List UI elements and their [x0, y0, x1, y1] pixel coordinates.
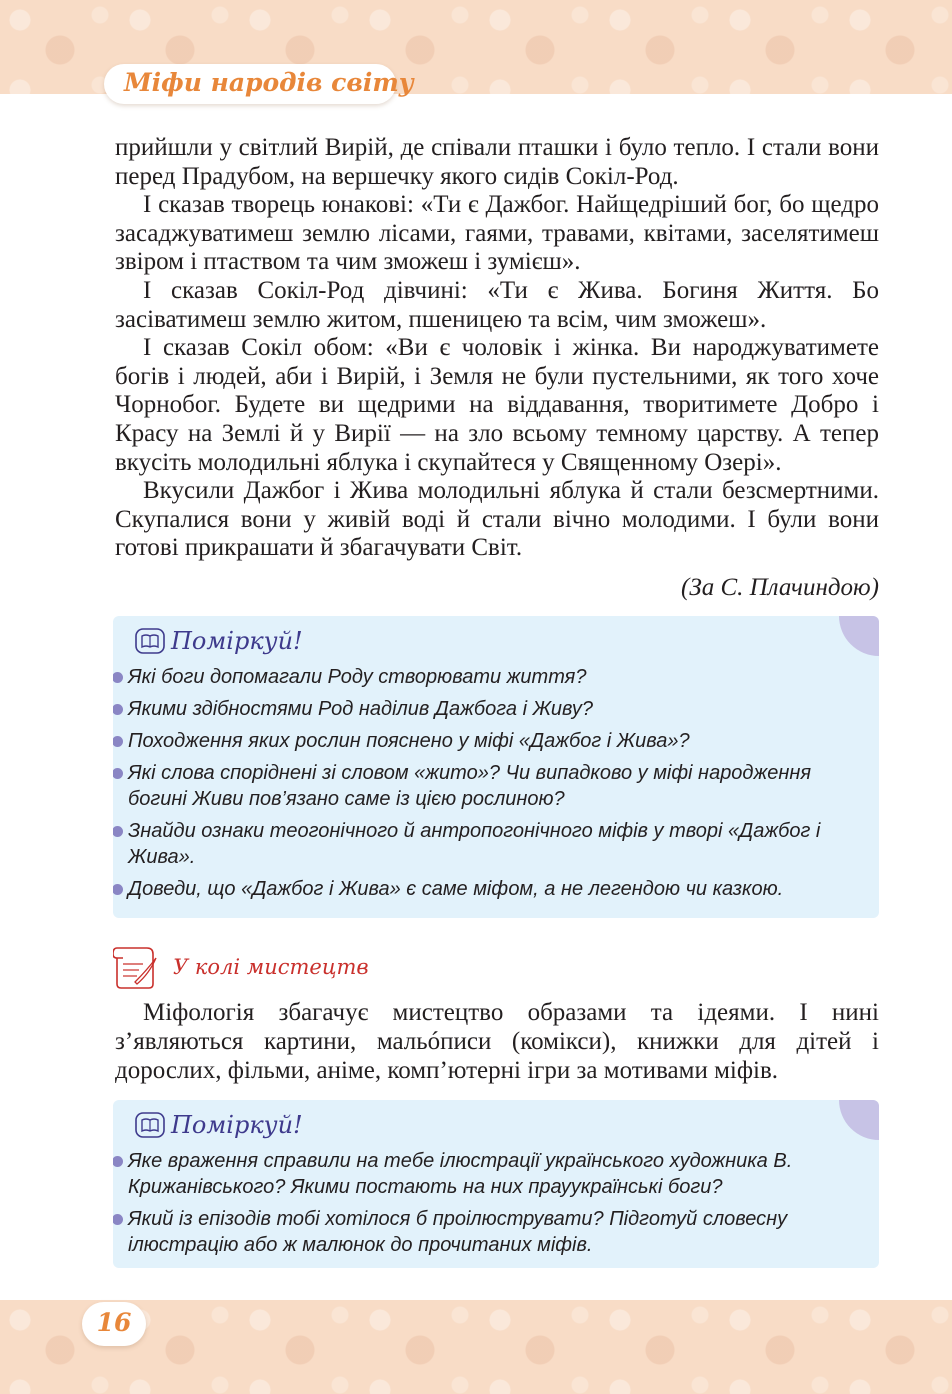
corner-decoration: [839, 1100, 879, 1140]
question-text: Походження яких рослин пояснено у міфі «Дажбог і Жива»?: [128, 730, 690, 752]
book-icon: [135, 628, 165, 654]
think-box-1: [113, 616, 879, 918]
art-section-title: У колі мистецтв: [173, 955, 369, 979]
question-item: [120, 1148, 820, 1200]
think-title: Поміркуй!: [171, 1111, 303, 1139]
question-text: Який із епізодів тобі хотілося б проілюструвати? Підготуй словесну ілюстрацію або ж малюнок до прочитаних міфів.: [128, 1208, 788, 1256]
art-section-header: [113, 942, 369, 992]
corner-decoration: [839, 616, 879, 656]
think-box-2: [113, 1100, 879, 1268]
bullet-icon: [113, 768, 123, 779]
bullet-icon: [113, 1156, 123, 1167]
page-number: 16: [96, 1308, 132, 1337]
question-item: [120, 696, 860, 722]
story-paragraph: прийшли у світлий Вирій, де співали пташки і було тепло. І стали вони перед Прадубом, на вершечку якого сидів Сокіл-Род.: [115, 134, 879, 190]
question-item: [120, 818, 848, 870]
source-attribution: (За С. Плачиндою): [681, 573, 879, 601]
question-text: Які боги допомагали Роду створювати життя?: [128, 666, 587, 688]
story-text: [115, 134, 879, 603]
bullet-icon: [113, 672, 123, 683]
bullet-icon: [113, 884, 123, 895]
bullet-icon: [113, 826, 123, 837]
question-text: Які слова споріднені зі словом «жито»? Чи випадково у міфі народження богині Живи пов’язано саме із цією рослиною?: [128, 762, 812, 810]
question-item: [120, 876, 860, 902]
think-title: Поміркуй!: [171, 627, 303, 655]
think-header: [135, 626, 303, 656]
think-header: [135, 1110, 303, 1140]
scroll-quill-icon: [113, 944, 157, 990]
question-item: [120, 728, 860, 754]
section-title: Міфи народів світу: [124, 68, 414, 97]
question-item: [120, 664, 860, 690]
story-paragraph: І сказав творець юнакові: «Ти є Дажбог. Найщедріший бог, бо щедро засаджуватимеш землю лісами, гаями, травами, квітами, заселятимеш звіром і птаством та чим зможеш і зумієш».: [115, 191, 879, 276]
story-paragraph: Вкусили Дажбог і Жива молодильні яблука й стали безсмертними. Скупалися вони у живій воді й стали вічно молодими. І були вони готові прикрашати й збагачувати Світ.: [115, 477, 879, 562]
bullet-icon: [113, 1214, 123, 1225]
art-section-text: Міфологія збагачує мистецтво образами та ідеями. І нині з’являються картини, мальóписи (комікси), книжки для дітей і дорослих, фільми, аніме, комп’ютерні ігри за мотивами міфів.: [115, 999, 879, 1084]
header-label: [104, 64, 414, 104]
bullet-icon: [113, 736, 123, 747]
bullet-icon: [113, 704, 123, 715]
page-number-badge: [82, 1302, 146, 1346]
story-paragraph: І сказав Сокіл-Род дівчині: «Ти є Жива. Богиня Життя. Бо засіватимеш землю житом, пшеницею та всім, чим зможеш».: [115, 276, 879, 333]
question-text: Яке враження справили на тебе ілюстрації українського художника В. Крижанівського? Якими постають на них прауукраїнські боги?: [128, 1150, 793, 1198]
story-paragraph: І сказав Сокіл обом: «Ви є чоловік і жінка. Ви народжуватимете богів і людей, аби і Вирій, і Земля не були пустельними, як того хоче Чорнобог. Будете ви щедрими на віддавання, творитимете Добро і Красу на Землі й у Вирії — на зло всьому темному царству. А тепер вкусіть молодильні яблука і скупайтеся у Священному Озері».: [115, 334, 879, 476]
question-text: Доведи, що «Дажбог і Жива» є саме міфом, а не легендою чи казкою.: [128, 878, 784, 900]
question-item: [120, 760, 860, 812]
question-text: Знайди ознаки теогонічного й антропогонічного міфів у творі «Дажбог і Жива».: [128, 820, 821, 868]
question-item: [120, 1206, 820, 1258]
book-icon: [135, 1112, 165, 1138]
question-text: Якими здібностями Род наділив Дажбога і Живу?: [128, 698, 593, 720]
